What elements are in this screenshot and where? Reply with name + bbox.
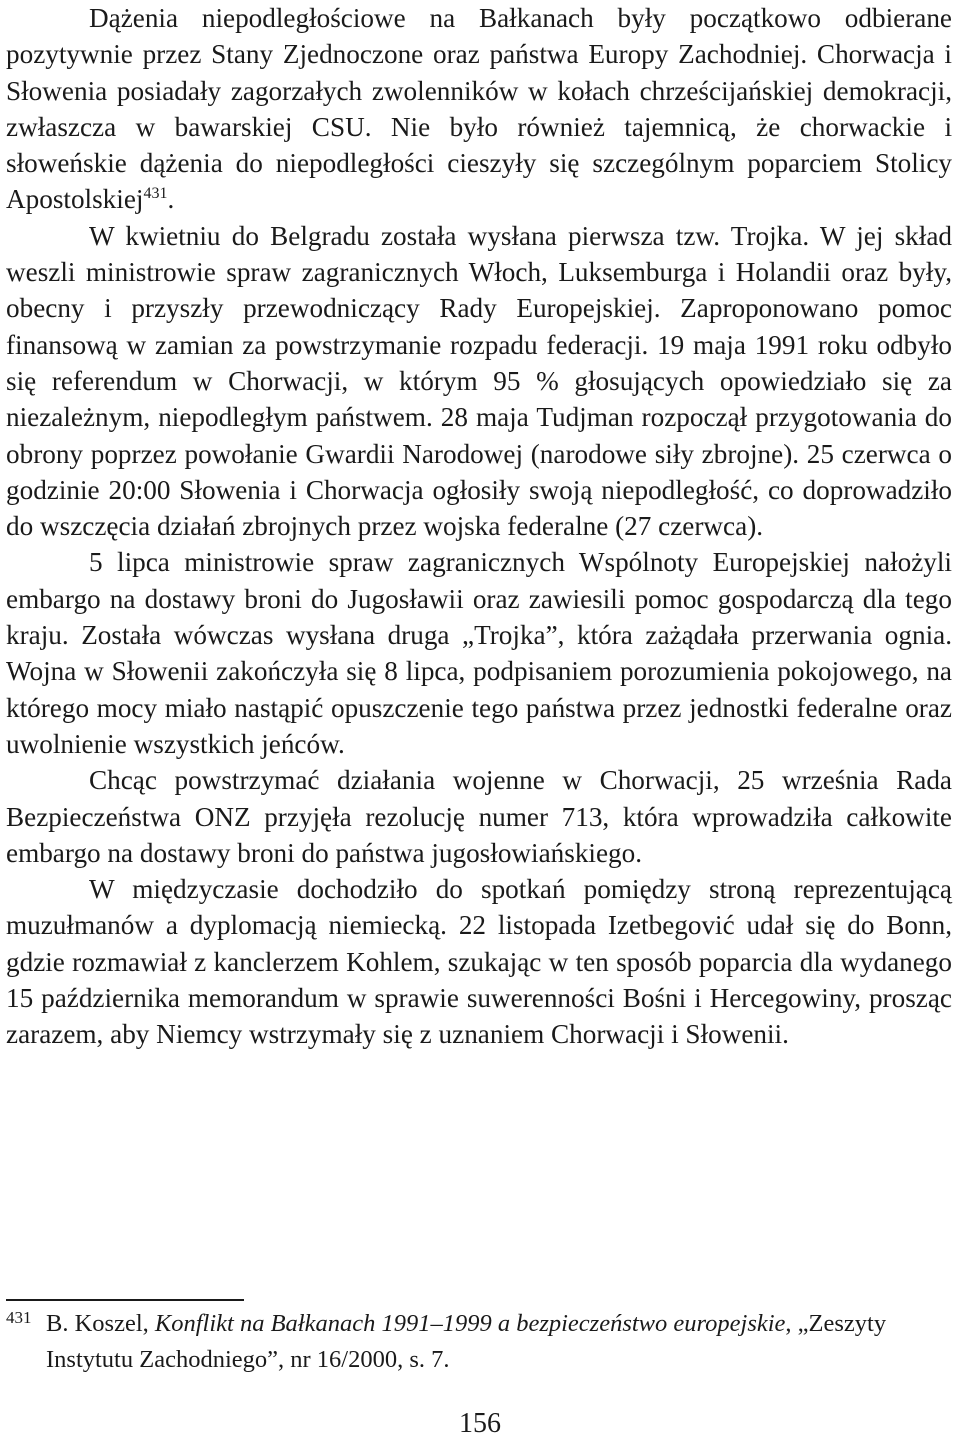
paragraph-2: W kwietniu do Belgradu została wysłana pierwsza tzw. Trojka. W jej skład weszli ministrowie spraw zagranicznych Włoch, Luksemburga i Holandii oraz były, obecny i przyszły przewodniczący Rady Europejskiej. Zaproponowano pomoc finansową w zamian za powstrzymanie rozpadu federacji. 19 maja 1991 roku odbyło się referendum w Chorwacji, w którym 95 % głosujących opowiedziało się za niezależnym, niepodległym państwem. 28 maja Tudjman rozpoczął przygotowania do obrony poprzez powołanie Gwardii Narodowej (narodowe siły zbrojne). 25 czerwca o godzinie 20:00 Słowenia i Chorwacja ogłosiły swoją niepodległość, co doprowadziło do wszczęcia działań zbrojnych przez wojska federalne (27 czerwca). <box>6 220 952 542</box>
footnote-title: Konflikt na Bałkanach 1991–1999 a bezpieczeństwo europejskie <box>154 1310 786 1337</box>
footnote-divider <box>6 1299 244 1301</box>
footnote-reference[interactable]: 431 <box>143 185 168 203</box>
paragraph-4: Chcąc powstrzymać działania wojenne w Chorwacji, 25 września Rada Bezpieczeństwa ONZ przyjęła rezolucję numer 713, która wprowadziła całkowite embargo na dostawy broni do państwa jugosłowiańskiego. <box>6 765 952 868</box>
paragraph-3: 5 lipca ministrowie spraw zagranicznych Wspólnoty Europejskiej nałożyli embargo na dostawy broni do Jugosławii oraz zawiesili pomoc gospodarczą dla tego kraju. Została wówczas wysłana druga „Trojka”, która zażądała przerwania ognia. Wojna w Słowenii zakończyła się 8 lipca, podpisaniem porozumienia pokojowego, na którego mocy miało nastąpić opuszczenie tego państwa przez jednostki federalne oraz uwolnienie wszystkich jeńców. <box>6 547 952 759</box>
footnote-author: B. Koszel, <box>46 1310 155 1337</box>
page-number: 156 <box>459 1408 501 1439</box>
paragraph-5: W międzyczasie dochodziło do spotkań pomiędzy stroną reprezentującą muzułmanów a dyplomacją niemiecką. 22 listopada Izetbegović udał się do Bonn, gdzie rozmawiał z kanclerzem Kohlem, szukając w ten sposób poparcia dla wydanego 15 października memorandum w sprawie suwerenności Bośni i Hercegowiny, prosząc zarazem, aby Niemcy wstrzymały się z uznaniem Chorwacji i Słowenii. <box>6 874 952 1050</box>
paragraph-1-end: . <box>167 184 175 215</box>
footnote-text <box>46 1306 952 1378</box>
footnote-number: 431 <box>6 1308 32 1327</box>
document-page <box>6 0 952 1053</box>
paragraph-1 <box>6 0 952 218</box>
footnote <box>6 1306 952 1378</box>
paragraph-1-text: Dążenia niepodległościowe na Bałkanach były początkowo odbierane pozytywnie przez Stany Zjednoczone oraz państwa Europy Zachodniej. Chorwacja i Słowenia posiadały zagorzałych zwolenników w kołach chrześcijańskiej demokracji, zwłaszcza w bawarskiej CSU. Nie było również tajemnicą, że chorwackie i słoweńskie dążenia do niepodległości cieszyły się szczególnym poparciem Stolicy Apostolskiej <box>6 3 952 215</box>
footnote-source: , „Zeszyty Instytutu Zachodniego”, nr 16/2000, s. 7. <box>46 1310 887 1373</box>
